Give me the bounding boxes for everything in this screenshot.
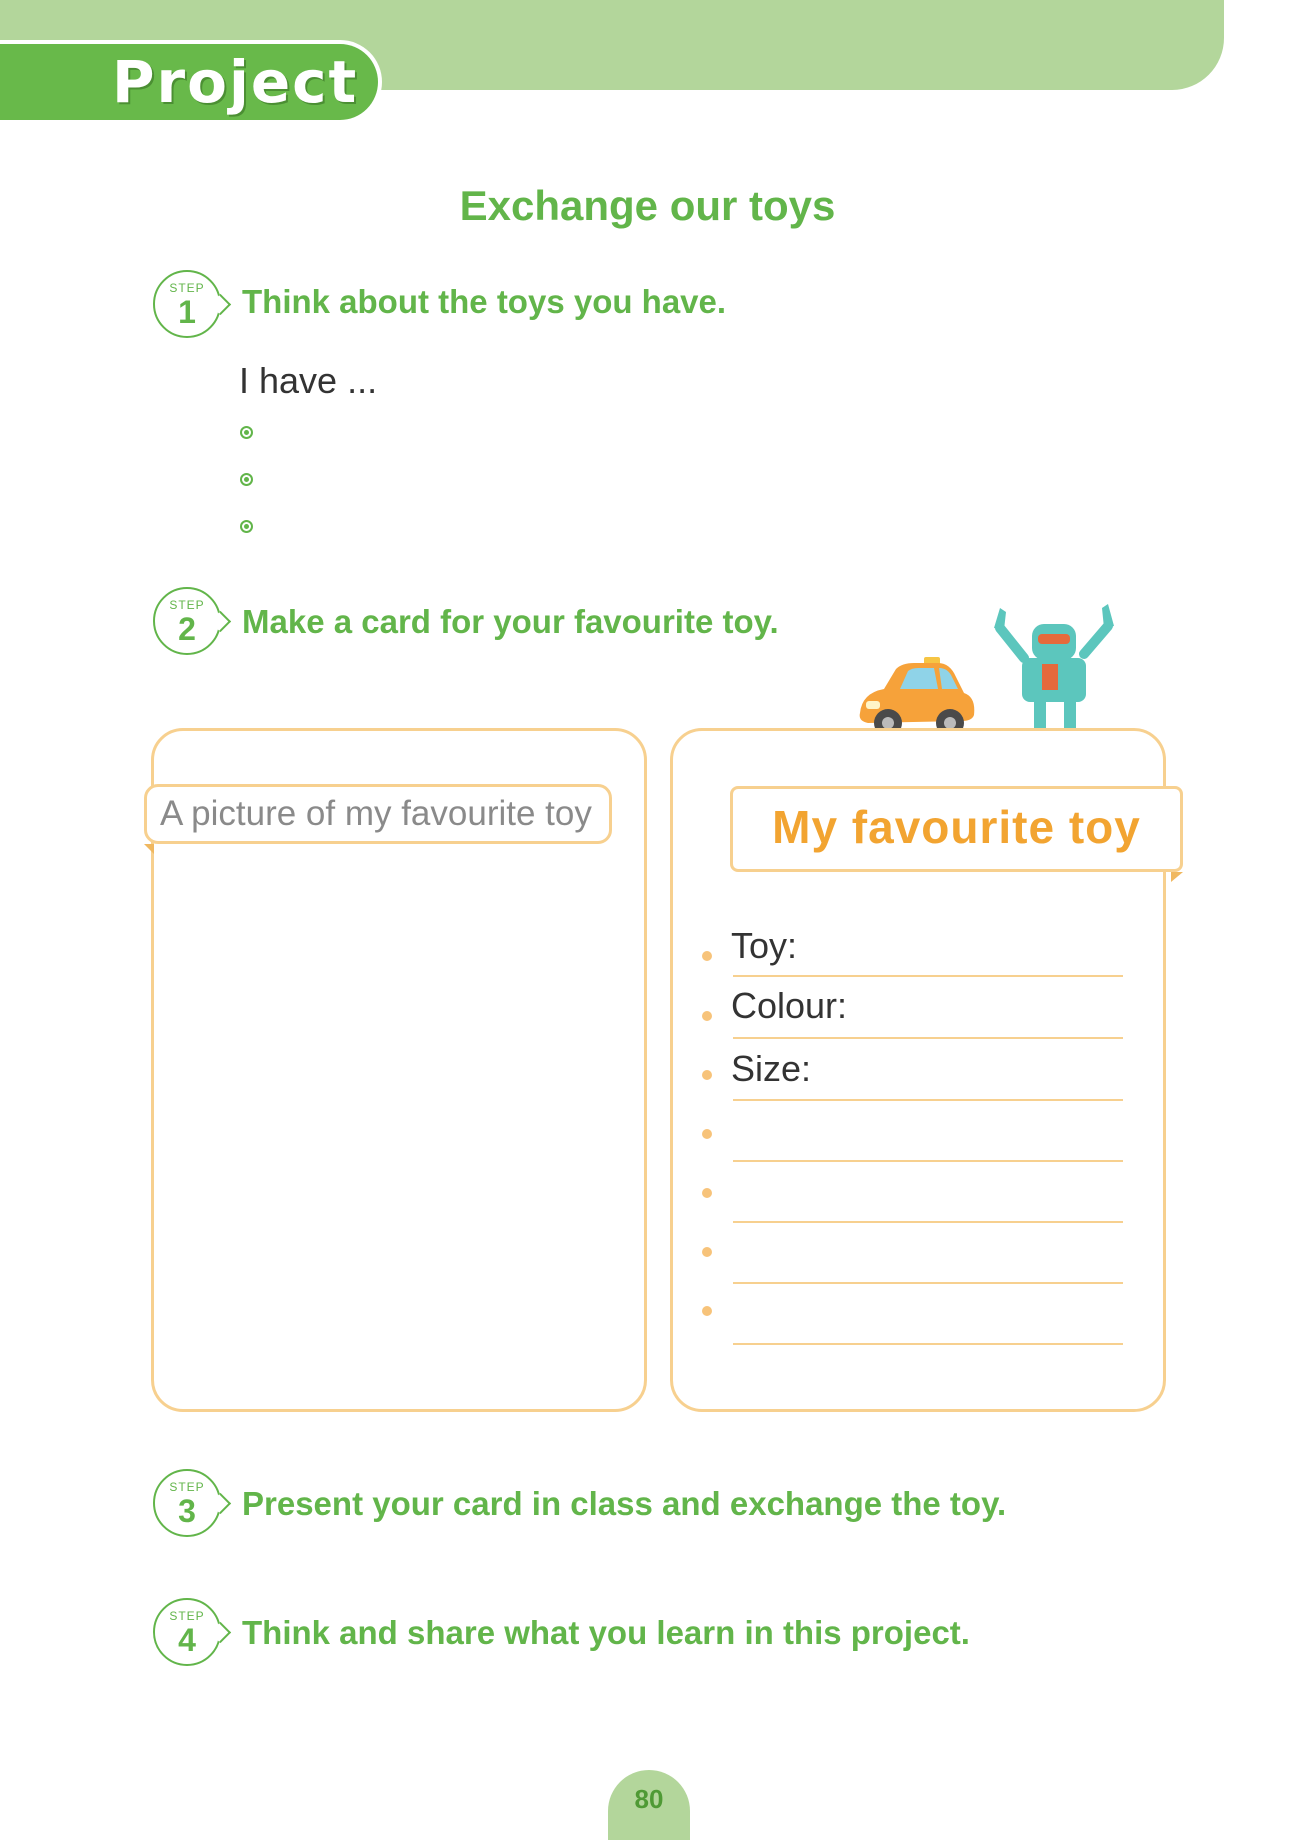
step-badge-2 (153, 587, 221, 655)
ribbon-fold (144, 844, 154, 854)
field-bullet-icon (702, 1306, 712, 1316)
section-title: Project (112, 48, 359, 116)
field-bullet-icon (702, 1188, 712, 1198)
step-number: 1 (178, 294, 196, 330)
field-line-blank[interactable] (733, 1221, 1123, 1223)
step-3-text: Present your card in class and exchange the toy. (242, 1485, 1007, 1522)
picture-label: A picture of my favourite toy (160, 794, 592, 833)
page-number: 80 (634, 1784, 664, 1814)
field-bullet-icon (702, 1070, 712, 1080)
step-badge-3 (153, 1469, 221, 1537)
field-line-blank[interactable] (733, 1343, 1123, 1345)
field-bullet-icon (702, 1129, 712, 1139)
field-label-size: Size: (731, 1048, 812, 1089)
i-have-prompt: I have ... (239, 360, 378, 401)
step-word: STEP (169, 281, 205, 295)
step-badge-1 (153, 270, 221, 338)
field-bullet-icon (702, 951, 712, 961)
step-badge-4 (153, 1598, 221, 1666)
field-line-toy[interactable] (733, 975, 1123, 977)
step-word: STEP (169, 598, 205, 612)
ribbon-fold (1171, 872, 1183, 882)
favourite-toy-title: My favourite toy (772, 801, 1141, 853)
step-number: 2 (178, 611, 196, 647)
step-number: 3 (178, 1493, 196, 1529)
field-label-colour: Colour: (731, 985, 848, 1026)
bullet-icon (240, 520, 253, 533)
bullet-icon (240, 473, 253, 486)
field-bullet-icon (702, 1011, 712, 1021)
step-2-text: Make a card for your favourite toy. (242, 603, 779, 640)
field-line-size[interactable] (733, 1099, 1123, 1101)
step-word: STEP (169, 1609, 205, 1623)
page-title: Exchange our toys (459, 182, 836, 229)
field-line-colour[interactable] (733, 1037, 1123, 1039)
field-line-blank[interactable] (733, 1160, 1123, 1162)
step-1-text: Think about the toys you have. (242, 283, 727, 320)
bullet-icon (240, 426, 253, 439)
step-number: 4 (178, 1622, 196, 1658)
field-bullet-icon (702, 1247, 712, 1257)
field-line-blank[interactable] (733, 1282, 1123, 1284)
step-word: STEP (169, 1480, 205, 1494)
toy-robot-icon (980, 598, 1130, 748)
step-4-text: Think and share what you learn in this project. (242, 1614, 970, 1651)
field-label-toy: Toy: (731, 925, 798, 966)
